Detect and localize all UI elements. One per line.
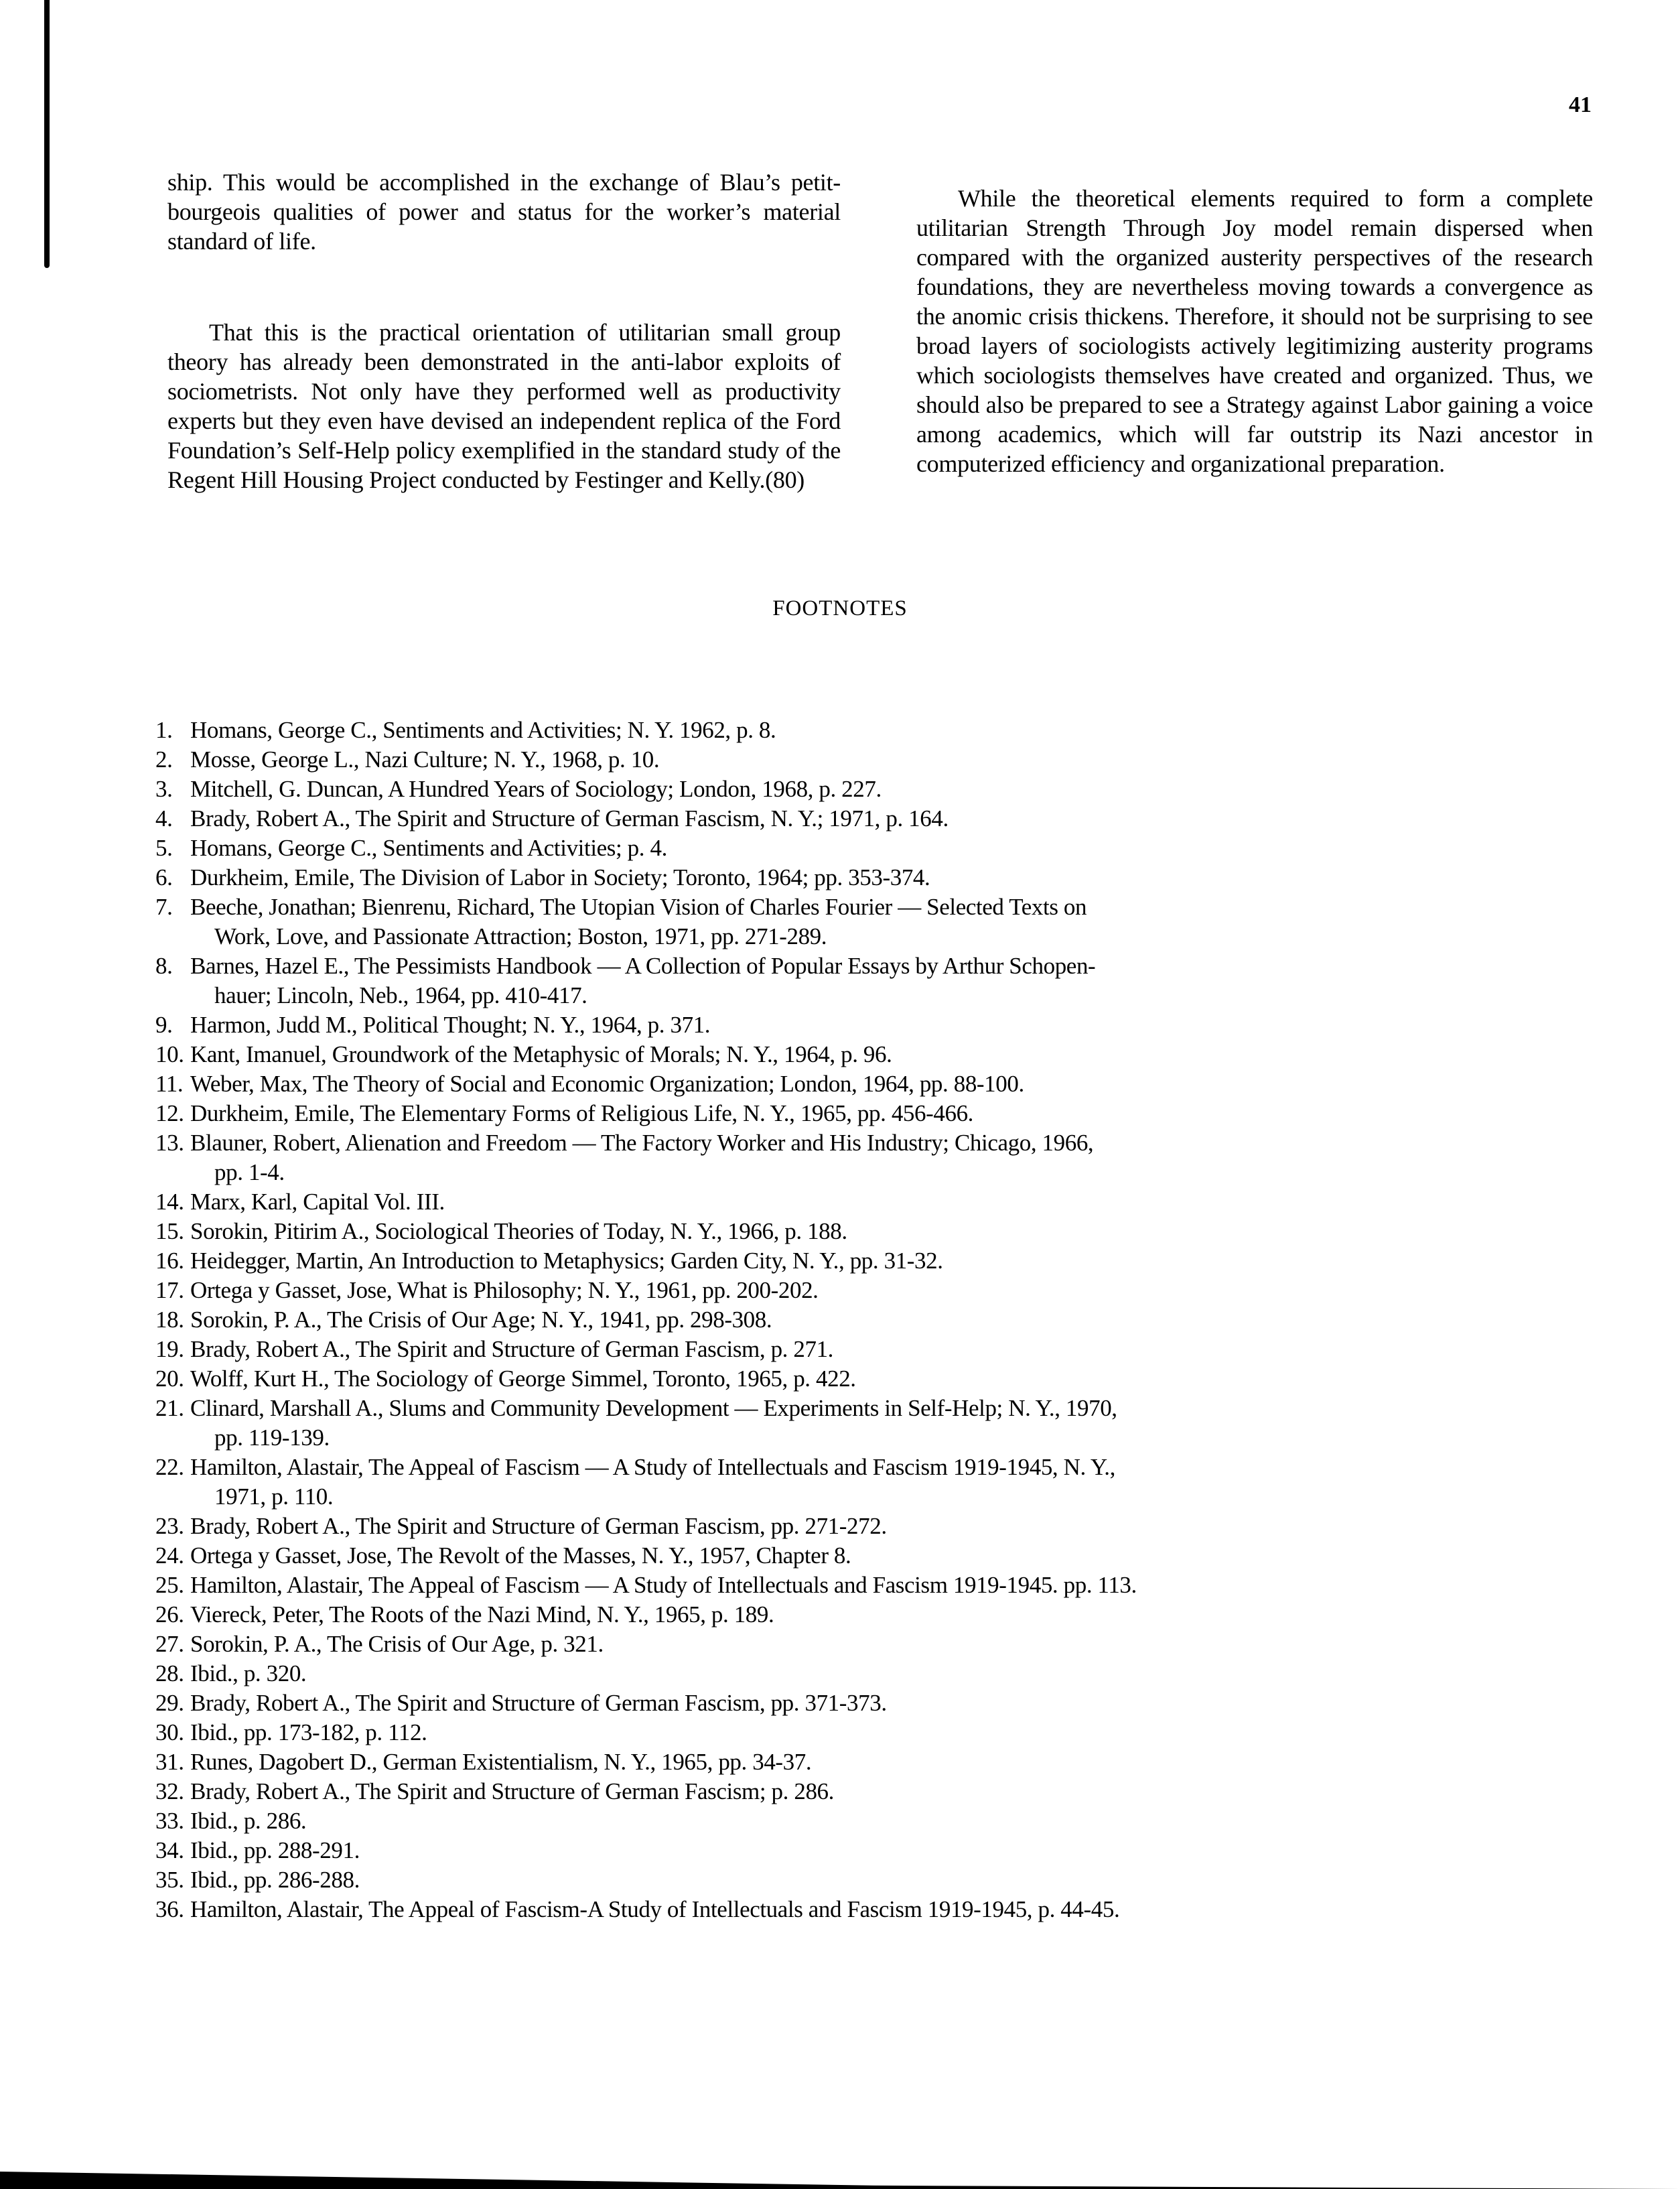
footnote-text: Ibid., pp. 173-182, p. 112. <box>190 1719 427 1745</box>
footnote-item <box>155 1069 1468 1099</box>
footnote-item <box>155 1571 1468 1600</box>
footnote-citation <box>190 1305 1468 1335</box>
footnote-text: Ortega y Gasset, Jose, What is Philosophy; N. Y., 1961, pp. 200-202. <box>190 1277 819 1303</box>
footnote-number: 6. <box>155 864 173 890</box>
body-column-left <box>167 168 841 494</box>
footnote-item <box>155 1246 1468 1276</box>
footnote-item <box>155 775 1468 804</box>
footnote-citation <box>190 1128 1468 1187</box>
footnote-citation <box>190 804 1468 834</box>
footnote-citation <box>190 1246 1468 1276</box>
footnote-number: 19. <box>155 1336 184 1362</box>
footnote-item <box>155 1600 1468 1630</box>
footnote-item <box>155 1364 1468 1394</box>
footnote-number: 3. <box>155 776 173 802</box>
footnote-citation <box>190 1630 1468 1659</box>
footnote-citation <box>190 1335 1468 1364</box>
footnote-text: Ibid., p. 286. <box>190 1808 307 1834</box>
footnote-number: 28. <box>155 1660 184 1686</box>
footnote-continuation: Work, Love, and Passionate Attraction; Boston, 1971, pp. 271-289. <box>214 923 827 949</box>
footnote-citation <box>190 1394 1468 1453</box>
footnote-number: 13. <box>155 1130 184 1156</box>
footnote-citation <box>190 1276 1468 1305</box>
footnote-number: 9. <box>155 1012 173 1038</box>
footnote-number: 25. <box>155 1572 184 1598</box>
footnote-item <box>155 1865 1468 1895</box>
footnote-citation <box>190 834 1468 863</box>
footnote-text: Blauner, Robert, Alienation and Freedom — The Factory Worker and His Industry; Chicago, 1966, <box>190 1130 1094 1156</box>
body-column-right <box>916 184 1593 478</box>
footnote-text: Heidegger, Martin, An Introduction to Metaphysics; Garden City, N. Y., pp. 31-32. <box>190 1248 943 1274</box>
footnote-citation <box>190 1364 1468 1394</box>
footnote-text: Kant, Imanuel, Groundwork of the Metaphysic of Morals; N. Y., 1964, p. 96. <box>190 1041 892 1067</box>
footnote-text: Runes, Dagobert D., German Existentialism, N. Y., 1965, pp. 34-37. <box>190 1749 812 1775</box>
footnote-item <box>155 1010 1468 1040</box>
footnote-text: Ortega y Gasset, Jose, The Revolt of the Masses, N. Y., 1957, Chapter 8. <box>190 1542 851 1569</box>
footnote-number: 4. <box>155 805 173 832</box>
footnote-text: Marx, Karl, Capital Vol. III. <box>190 1189 445 1215</box>
footnotes-heading: FOOTNOTES <box>772 596 908 620</box>
footnote-continuation: pp. 1-4. <box>214 1159 285 1185</box>
footnote-text: Homans, George C., Sentiments and Activities; p. 4. <box>190 835 667 861</box>
footnote-citation <box>190 1040 1468 1069</box>
footnote-citation <box>190 1836 1468 1865</box>
footnote-text: Mitchell, G. Duncan, A Hundred Years of Sociology; London, 1968, p. 227. <box>190 776 882 802</box>
footnote-text: Sorokin, Pitirim A., Sociological Theories of Today, N. Y., 1966, p. 188. <box>190 1218 847 1244</box>
footnote-number: 22. <box>155 1454 184 1480</box>
scan-edge-left <box>44 0 50 268</box>
footnote-item <box>155 1630 1468 1659</box>
footnote-item <box>155 834 1468 863</box>
page-number: 41 <box>1569 92 1592 117</box>
footnote-text: Ibid., p. 320. <box>190 1660 307 1686</box>
footnote-citation <box>190 716 1468 745</box>
footnote-item <box>155 1276 1468 1305</box>
footnote-text: Brady, Robert A., The Spirit and Structure of German Fascism, pp. 371-373. <box>190 1690 887 1716</box>
footnote-number: 8. <box>155 953 173 979</box>
footnote-text: Hamilton, Alastair, The Appeal of Fascism-A Study of Intellectuals and Fascism 1919-1945, p. 44-45. <box>190 1896 1120 1922</box>
footnote-item <box>155 1806 1468 1836</box>
footnote-text: Beeche, Jonathan; Bienrenu, Richard, The Utopian Vision of Charles Fourier — Selected Texts on <box>190 894 1087 920</box>
footnote-item <box>155 1335 1468 1364</box>
footnote-item <box>155 1453 1468 1512</box>
footnote-text: Hamilton, Alastair, The Appeal of Fascism — A Study of Intellectuals and Fascism 1919-1945. pp. 113. <box>190 1572 1137 1598</box>
paragraph: ship. This would be accomplished in the exchange of Blau’s petit-bourgeois qualities of power and status for the worker’s material standard of life. <box>167 169 841 255</box>
footnote-citation <box>190 1571 1468 1600</box>
footnote-text: Durkheim, Emile, The Division of Labor in Society; Toronto, 1964; pp. 353-374. <box>190 864 930 890</box>
footnote-item <box>155 1895 1468 1924</box>
footnote-citation <box>190 1777 1468 1806</box>
footnote-text: Weber, Max, The Theory of Social and Economic Organization; London, 1964, pp. 88-100. <box>190 1071 1024 1097</box>
footnote-text: Brady, Robert A., The Spirit and Structure of German Fascism, pp. 271-272. <box>190 1513 887 1539</box>
footnote-continuation: 1971, p. 110. <box>214 1483 334 1510</box>
footnote-number: 1. <box>155 717 173 743</box>
footnote-number: 7. <box>155 894 173 920</box>
footnote-number: 31. <box>155 1749 184 1775</box>
footnote-citation <box>190 1512 1468 1541</box>
footnote-text: Harmon, Judd M., Political Thought; N. Y., 1964, p. 371. <box>190 1012 711 1038</box>
footnote-item <box>155 1541 1468 1571</box>
footnote-item <box>155 1099 1468 1128</box>
footnote-number: 15. <box>155 1218 184 1244</box>
footnote-text: Brady, Robert A., The Spirit and Structure of German Fascism, N. Y.; 1971, p. 164. <box>190 805 949 832</box>
footnote-citation <box>190 1600 1468 1630</box>
footnote-item <box>155 1688 1468 1718</box>
footnote-item <box>155 745 1468 775</box>
footnote-number: 17. <box>155 1277 184 1303</box>
footnote-item <box>155 1836 1468 1865</box>
footnote-item <box>155 1718 1468 1747</box>
paragraph: That this is the practical orientation of utilitarian small group theory has already been demonstrated in the anti-labor exploits of sociometrists. Not only have they performed well as productivity experts but they even have devised an independent replica of the Ford Foundation’s Self-Help policy exemplified in the standard study of the Regent Hill Housing Project conducted by Festinger and Kelly.(80) <box>167 319 841 493</box>
footnote-number: 11. <box>155 1071 184 1097</box>
footnote-text: Viereck, Peter, The Roots of the Nazi Mind, N. Y., 1965, p. 189. <box>190 1601 774 1628</box>
footnote-citation <box>190 951 1468 1010</box>
footnote-text: Mosse, George L., Nazi Culture; N. Y., 1968, p. 10. <box>190 746 660 773</box>
footnote-text: Barnes, Hazel E., The Pessimists Handbook — A Collection of Popular Essays by Arthur Schopen- <box>190 953 1096 979</box>
footnote-citation <box>190 1069 1468 1099</box>
footnote-citation <box>190 892 1468 951</box>
footnote-number: 24. <box>155 1542 184 1569</box>
footnote-item <box>155 1128 1468 1187</box>
footnote-text: Homans, George C., Sentiments and Activities; N. Y. 1962, p. 8. <box>190 717 776 743</box>
footnote-citation <box>190 1747 1468 1777</box>
footnote-number: 2. <box>155 746 173 773</box>
footnote-citation <box>190 1688 1468 1718</box>
footnote-citation <box>190 1659 1468 1688</box>
footnote-citation <box>190 1806 1468 1836</box>
footnote-text: Brady, Robert A., The Spirit and Structure of German Fascism, p. 271. <box>190 1336 834 1362</box>
footnote-number: 5. <box>155 835 173 861</box>
footnote-item <box>155 1040 1468 1069</box>
footnote-text: Brady, Robert A., The Spirit and Structure of German Fascism; p. 286. <box>190 1778 834 1804</box>
footnote-continuation: pp. 119-139. <box>214 1424 330 1451</box>
footnote-number: 21. <box>155 1395 184 1421</box>
footnote-item <box>155 1217 1468 1246</box>
footnote-number: 10. <box>155 1041 184 1067</box>
footnote-number: 20. <box>155 1366 184 1392</box>
footnote-number: 26. <box>155 1601 184 1628</box>
footnote-text: Sorokin, P. A., The Crisis of Our Age; N. Y., 1941, pp. 298-308. <box>190 1307 772 1333</box>
footnote-text: Wolff, Kurt H., The Sociology of George Simmel, Toronto, 1965, p. 422. <box>190 1366 856 1392</box>
footnote-citation <box>190 1217 1468 1246</box>
footnote-citation <box>190 1865 1468 1895</box>
footnote-number: 33. <box>155 1808 184 1834</box>
paragraph: While the theoretical elements required to form a complete utilitarian Strength Through Joy model remain dispersed when compared with the organized austerity perspectives of the research foundations, they are nevertheless moving towards a convergence as the anomic crisis thickens. Therefore, it should not be surprising to see broad layers of sociologists actively legitimizing austerity programs which sociologists themselves have created and organized. Thus, we should also be prepared to see a Strategy against Labor gaining a voice among academics, which will far outstrip its Nazi ancestor in computerized efficiency and organizational preparation. <box>916 185 1593 477</box>
footnote-item <box>155 1394 1468 1453</box>
footnote-text: Clinard, Marshall A., Slums and Community Development — Experiments in Self-Help; N. Y., 1970, <box>190 1395 1117 1421</box>
footnote-text: Ibid., pp. 286-288. <box>190 1867 360 1893</box>
footnote-number: 12. <box>155 1100 184 1126</box>
footnote-number: 30. <box>155 1719 184 1745</box>
footnote-number: 36. <box>155 1896 184 1922</box>
footnote-text: Hamilton, Alastair, The Appeal of Fascism — A Study of Intellectuals and Fascism 1919-1945, N. Y., <box>190 1454 1115 1480</box>
footnote-item <box>155 1659 1468 1688</box>
footnote-item <box>155 951 1468 1010</box>
footnote-continuation: hauer; Lincoln, Neb., 1964, pp. 410-417. <box>214 982 587 1008</box>
scan-edge-bottom <box>0 2172 1680 2189</box>
footnote-item <box>155 892 1468 951</box>
footnote-text: Ibid., pp. 288-291. <box>190 1837 360 1863</box>
footnote-item <box>155 716 1468 745</box>
footnote-number: 14. <box>155 1189 184 1215</box>
footnote-citation <box>190 1010 1468 1040</box>
footnote-item <box>155 1512 1468 1541</box>
footnote-number: 29. <box>155 1690 184 1716</box>
footnote-item <box>155 1187 1468 1217</box>
footnote-number: 35. <box>155 1867 184 1893</box>
footnote-citation <box>190 1718 1468 1747</box>
footnote-citation <box>190 863 1468 892</box>
footnote-citation <box>190 1453 1468 1512</box>
footnote-citation <box>190 775 1468 804</box>
footnote-text: Sorokin, P. A., The Crisis of Our Age, p. 321. <box>190 1631 604 1657</box>
footnote-number: 34. <box>155 1837 184 1863</box>
footnote-number: 32. <box>155 1778 184 1804</box>
footnote-citation <box>190 745 1468 775</box>
footnote-number: 23. <box>155 1513 184 1539</box>
footnote-number: 16. <box>155 1248 184 1274</box>
footnote-item <box>155 1777 1468 1806</box>
footnote-item <box>155 863 1468 892</box>
footnote-item <box>155 804 1468 834</box>
footnote-citation <box>190 1187 1468 1217</box>
footnote-citation <box>190 1895 1468 1924</box>
footnote-number: 18. <box>155 1307 184 1333</box>
footnote-item <box>155 1305 1468 1335</box>
footnote-number: 27. <box>155 1631 184 1657</box>
footnote-citation <box>190 1541 1468 1571</box>
footnote-item <box>155 1747 1468 1777</box>
footnote-citation <box>190 1099 1468 1128</box>
footnotes-list <box>155 716 1468 1924</box>
footnote-text: Durkheim, Emile, The Elementary Forms of Religious Life, N. Y., 1965, pp. 456-466. <box>190 1100 974 1126</box>
